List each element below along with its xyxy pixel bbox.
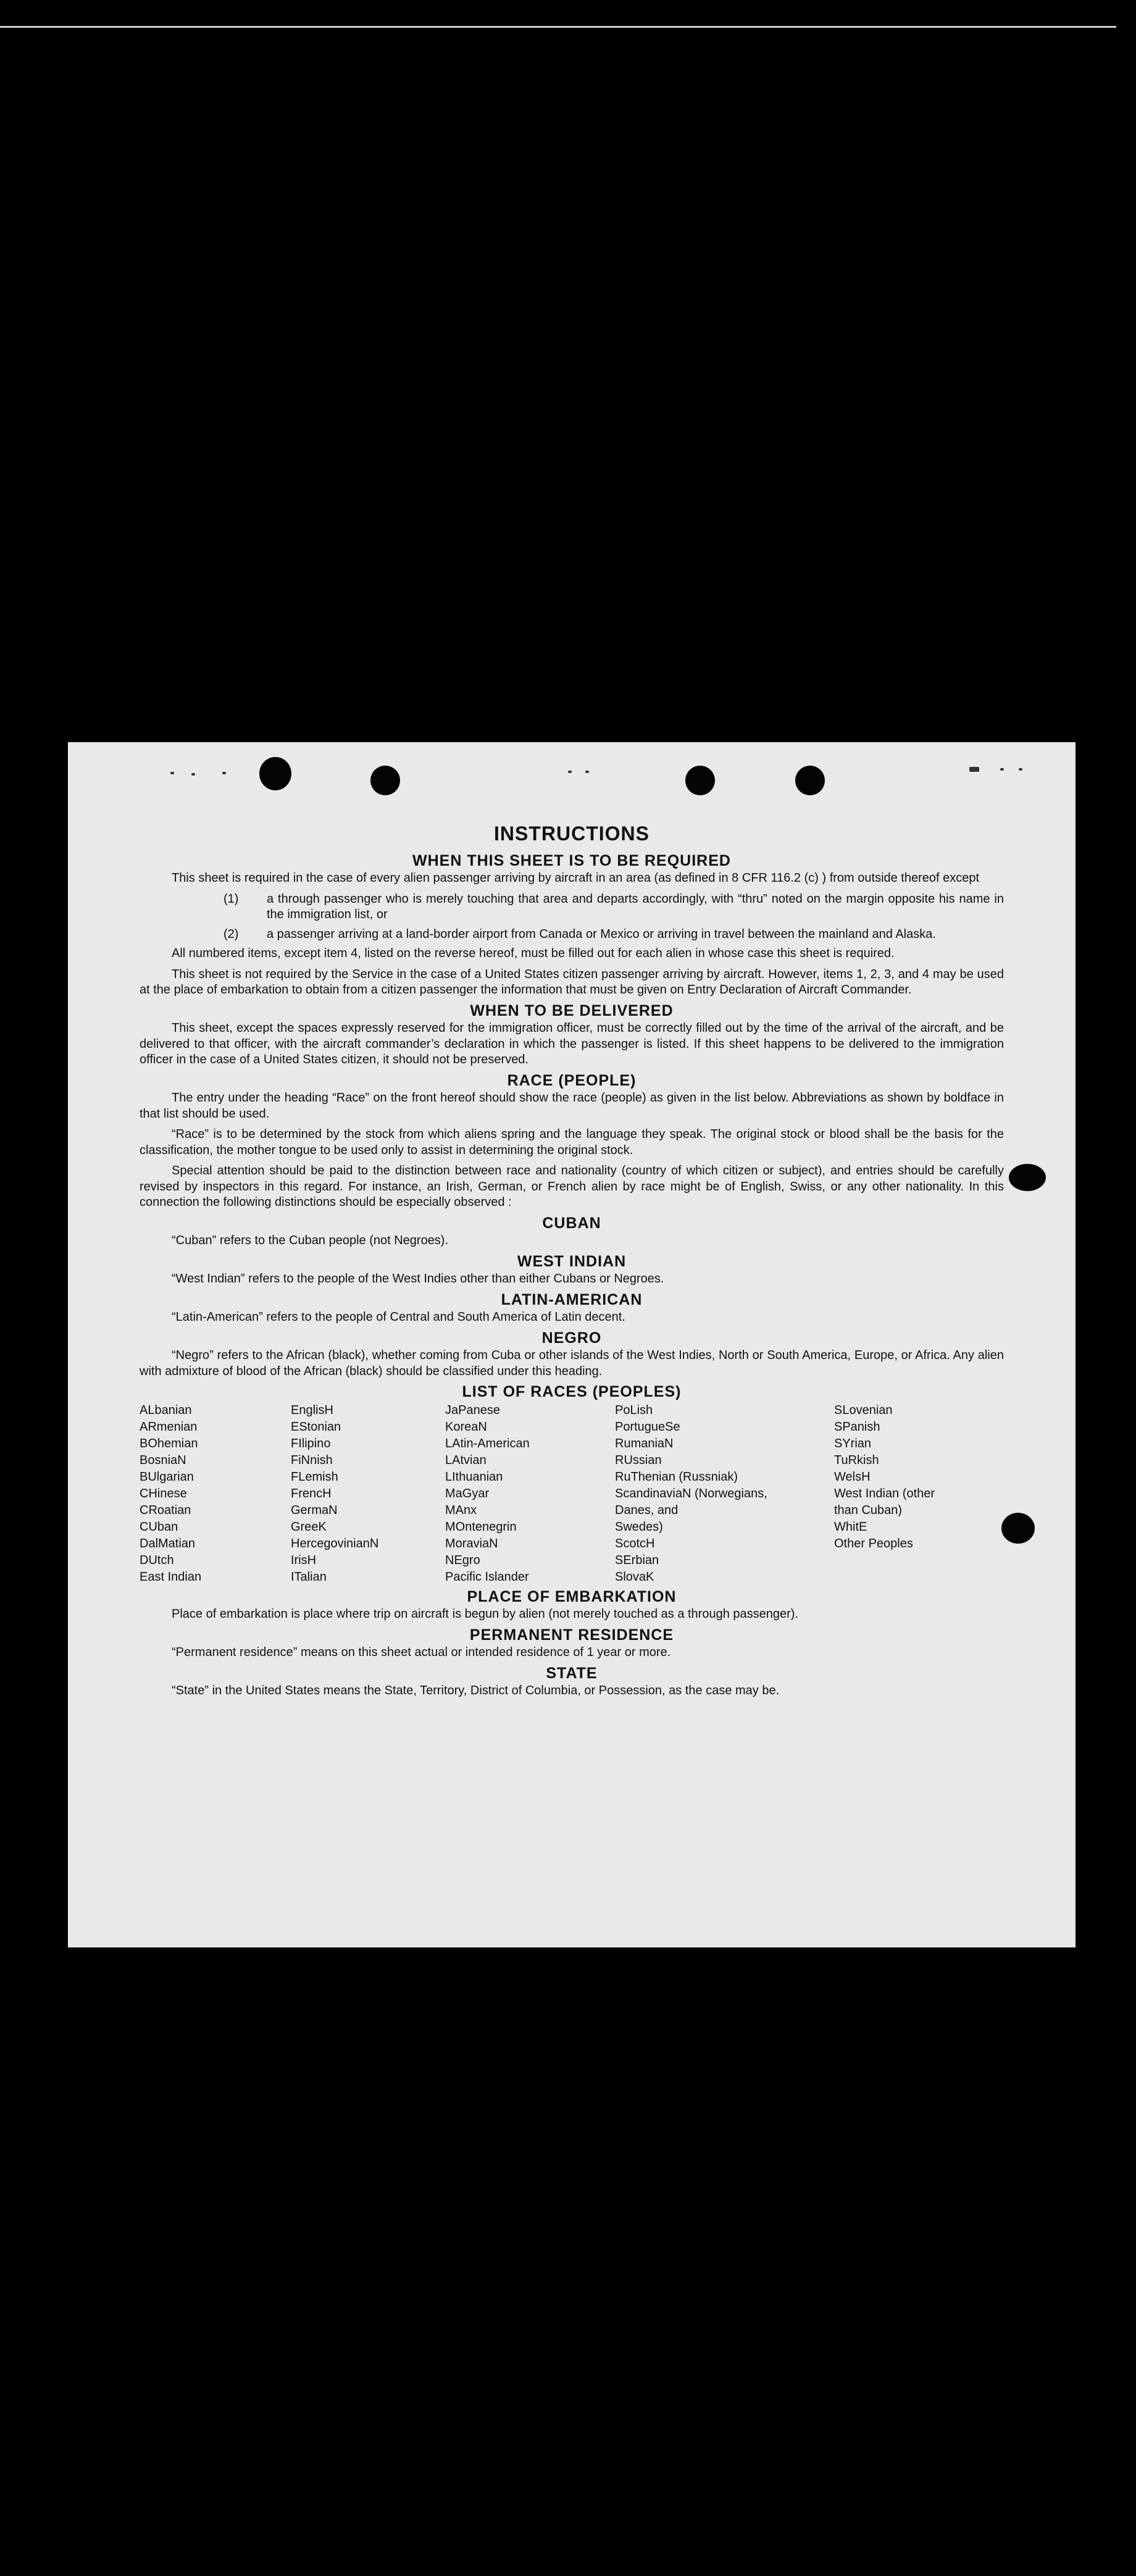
paragraph: “Latin-American” refers to the people of Central and South America of Latin decent. [172,1310,625,1324]
race-entry: SPanish [834,1420,880,1434]
race-entry: FIlipino [291,1436,331,1450]
speck [191,773,195,776]
race-entry: SYrian [834,1436,872,1450]
race-entry: EnglisH [291,1403,333,1417]
edge-hole [1009,1164,1046,1191]
race-entry: IrisH [291,1553,317,1567]
race-entry: PoLish [615,1403,653,1417]
edge-hole [1001,1513,1035,1544]
race-entry: BUlgarian [140,1470,194,1484]
document-title: INSTRUCTIONS [494,822,649,845]
punch-hole [795,766,825,795]
race-column [615,1402,834,1586]
item-number: (2) [223,927,239,941]
punch-hole [685,766,715,795]
race-entry: FrencH [291,1486,332,1500]
section-heading: CUBAN [542,1214,601,1232]
race-entry: GreeK [291,1520,327,1534]
race-entry: CRoatian [140,1503,191,1517]
section-heading: WHEN THIS SHEET IS TO BE REQUIRED [412,851,731,869]
race-entry: ARmenian [140,1420,198,1434]
race-entry: MaGyar [445,1486,490,1500]
paragraph: This sheet is required in the case of every alien passenger arriving by aircraft in an area (as defined in 8 CFR 116.2 (c) ) from outside thereof except [172,871,980,885]
race-column [140,1402,291,1586]
race-entry: CHinese [140,1486,187,1500]
section-heading: LIST OF RACES (PEOPLES) [462,1383,682,1400]
race-entry: ScandinaviaN (Norwegians, [615,1486,767,1500]
race-entry: LAtin-American [445,1436,530,1450]
section-heading: STATE [546,1664,598,1682]
speck [222,772,226,774]
speck [568,771,572,773]
race-entry: ALbanian [140,1403,192,1417]
race-entry: MOntenegrin [445,1520,517,1534]
race-entry: ScotcH [615,1536,655,1550]
race-entry: Other Peoples [834,1536,913,1550]
race-entry: Danes, and [615,1503,679,1517]
paragraph: The entry under the heading “Race” on the front hereof should show the race (people) as given in the list below. Abbreviations as shown by boldface in that list should be used. [140,1091,1004,1121]
item-number: (1) [223,892,239,906]
race-entry: TuRkish [834,1453,879,1467]
paragraph: “West Indian” refers to the people of the West Indies other than either Cubans or Negroes. [172,1272,664,1286]
section-heading: WEST INDIAN [517,1252,627,1270]
race-entry: ITalian [291,1570,327,1584]
speck [1000,768,1004,771]
section-heading: PERMANENT RESIDENCE [469,1626,674,1644]
race-entry: HercegovinianN [291,1536,379,1550]
document-sheet [68,742,1075,1947]
speck [969,767,979,772]
paragraph: “State” in the United States means the State, Territory, District of Columbia, or Possession, as the case may be. [172,1684,780,1697]
section-heading: WHEN TO BE DELIVERED [470,1002,674,1019]
paragraph: Place of embarkation is place where trip on aircraft is begun by alien (not merely touched as a through passenger). [172,1607,798,1621]
race-entry: CUban [140,1520,178,1534]
instructions-content [140,820,1004,1704]
race-entry: RumaniaN [615,1436,674,1450]
race-entry: DUtch [140,1553,174,1567]
scan-top-border [0,26,1116,28]
paragraph: “Cuban” refers to the Cuban people (not Negroes). [172,1234,449,1247]
race-entry: DalMatian [140,1536,196,1550]
race-entry: WelsH [834,1470,871,1484]
race-entry: FiNnish [291,1453,333,1467]
race-entry: FLemish [291,1470,338,1484]
race-entry: BosniaN [140,1453,186,1467]
section-heading: LATIN-AMERICAN [501,1290,643,1308]
paragraph: Special attention should be paid to the distinction between race and nationality (country of which citizen or subject), and entries should be carefully revised by inspectors in this regard. For instance, an Irish, German, or French alien by race might be of English, Swiss, or any other nationality. In this connection the following distinctions should be especially observed : [140,1164,1004,1209]
race-entry: SErbian [615,1553,659,1567]
race-column [445,1402,615,1586]
race-entry: KoreaN [445,1420,487,1434]
paragraph: “Race” is to be determined by the stock from which aliens spring and the language they speak. The original stock or blood shall be the basis for the classification, the mother tongue to be used only to assist in determining the original stock. [140,1127,1004,1157]
race-entry: Pacific Islander [445,1570,529,1584]
item-text: a through passenger who is merely touching that area and departs accordingly, with “thru” noted on the margin opposite his name in the immigration list, or [267,892,1004,921]
race-entry: GermaN [291,1503,338,1517]
race-entry: West Indian (other [834,1486,935,1500]
race-entry: JaPanese [445,1403,500,1417]
paragraph: This sheet is not required by the Service in the case of a United States citizen passenger arriving by aircraft. However, items 1, 2, 3, and 4 may be used at the place of embarkation to obtain from a citizen passenger the information that must be given on Entry Declaration of Aircraft Commander. [140,967,1004,997]
section-heading: PLACE OF EMBARKATION [467,1587,677,1605]
section-heading: NEGRO [541,1329,602,1347]
race-entry: than Cuban) [834,1503,903,1517]
race-entry: MoraviaN [445,1536,498,1550]
paragraph: “Negro” refers to the African (black), whether coming from Cuba or other islands of the West Indies, North or South America, Europe, or Africa. Any alien with admixture of blood of the African (black) should be classified under this heading. [140,1349,1004,1378]
list-item [223,927,1004,943]
list-item [223,892,1004,923]
paragraph: This sheet, except the spaces expressly reserved for the immigration officer, must be correctly filled out by the time of the arrival of the aircraft, and be delivered to that officer, with the aircraft commander’s declaration in which the passenger is listed. If this sheet happens to be delivered to the immigration officer in the case of a United States citizen, it should not be preserved. [140,1021,1004,1066]
races-list [140,1402,1004,1586]
race-entry: MAnx [445,1503,477,1517]
speck [585,771,589,773]
section-heading: RACE (PEOPLE) [507,1071,637,1089]
item-text: a passenger arriving at a land-border airport from Canada or Mexico or arriving in travel between the mainland and Alaska. [267,927,936,941]
race-column [291,1402,445,1586]
race-entry: RuThenian (Russniak) [615,1470,738,1484]
speck [1019,768,1022,771]
race-entry: WhitE [834,1520,867,1534]
race-entry: LIthuanian [445,1470,503,1484]
race-column [834,1402,1001,1586]
speck [170,772,174,774]
race-entry: EStonian [291,1420,341,1434]
punch-hole [370,766,400,795]
paragraph: “Permanent residence” means on this sheet actual or intended residence of 1 year or more. [172,1646,671,1659]
race-entry: SLovenian [834,1403,893,1417]
race-entry: RUssian [615,1453,662,1467]
paragraph: All numbered items, except item 4, listed on the reverse hereof, must be filled out for each alien in whose case this sheet is required. [172,947,895,960]
race-entry: Swedes) [615,1520,663,1534]
race-entry: SlovaK [615,1570,654,1584]
race-entry: NEgro [445,1553,480,1567]
punch-hole [259,757,291,790]
race-entry: PortugueSe [615,1420,680,1434]
race-entry: East Indian [140,1570,202,1584]
race-entry: LAtvian [445,1453,487,1467]
race-entry: BOhemian [140,1436,198,1450]
